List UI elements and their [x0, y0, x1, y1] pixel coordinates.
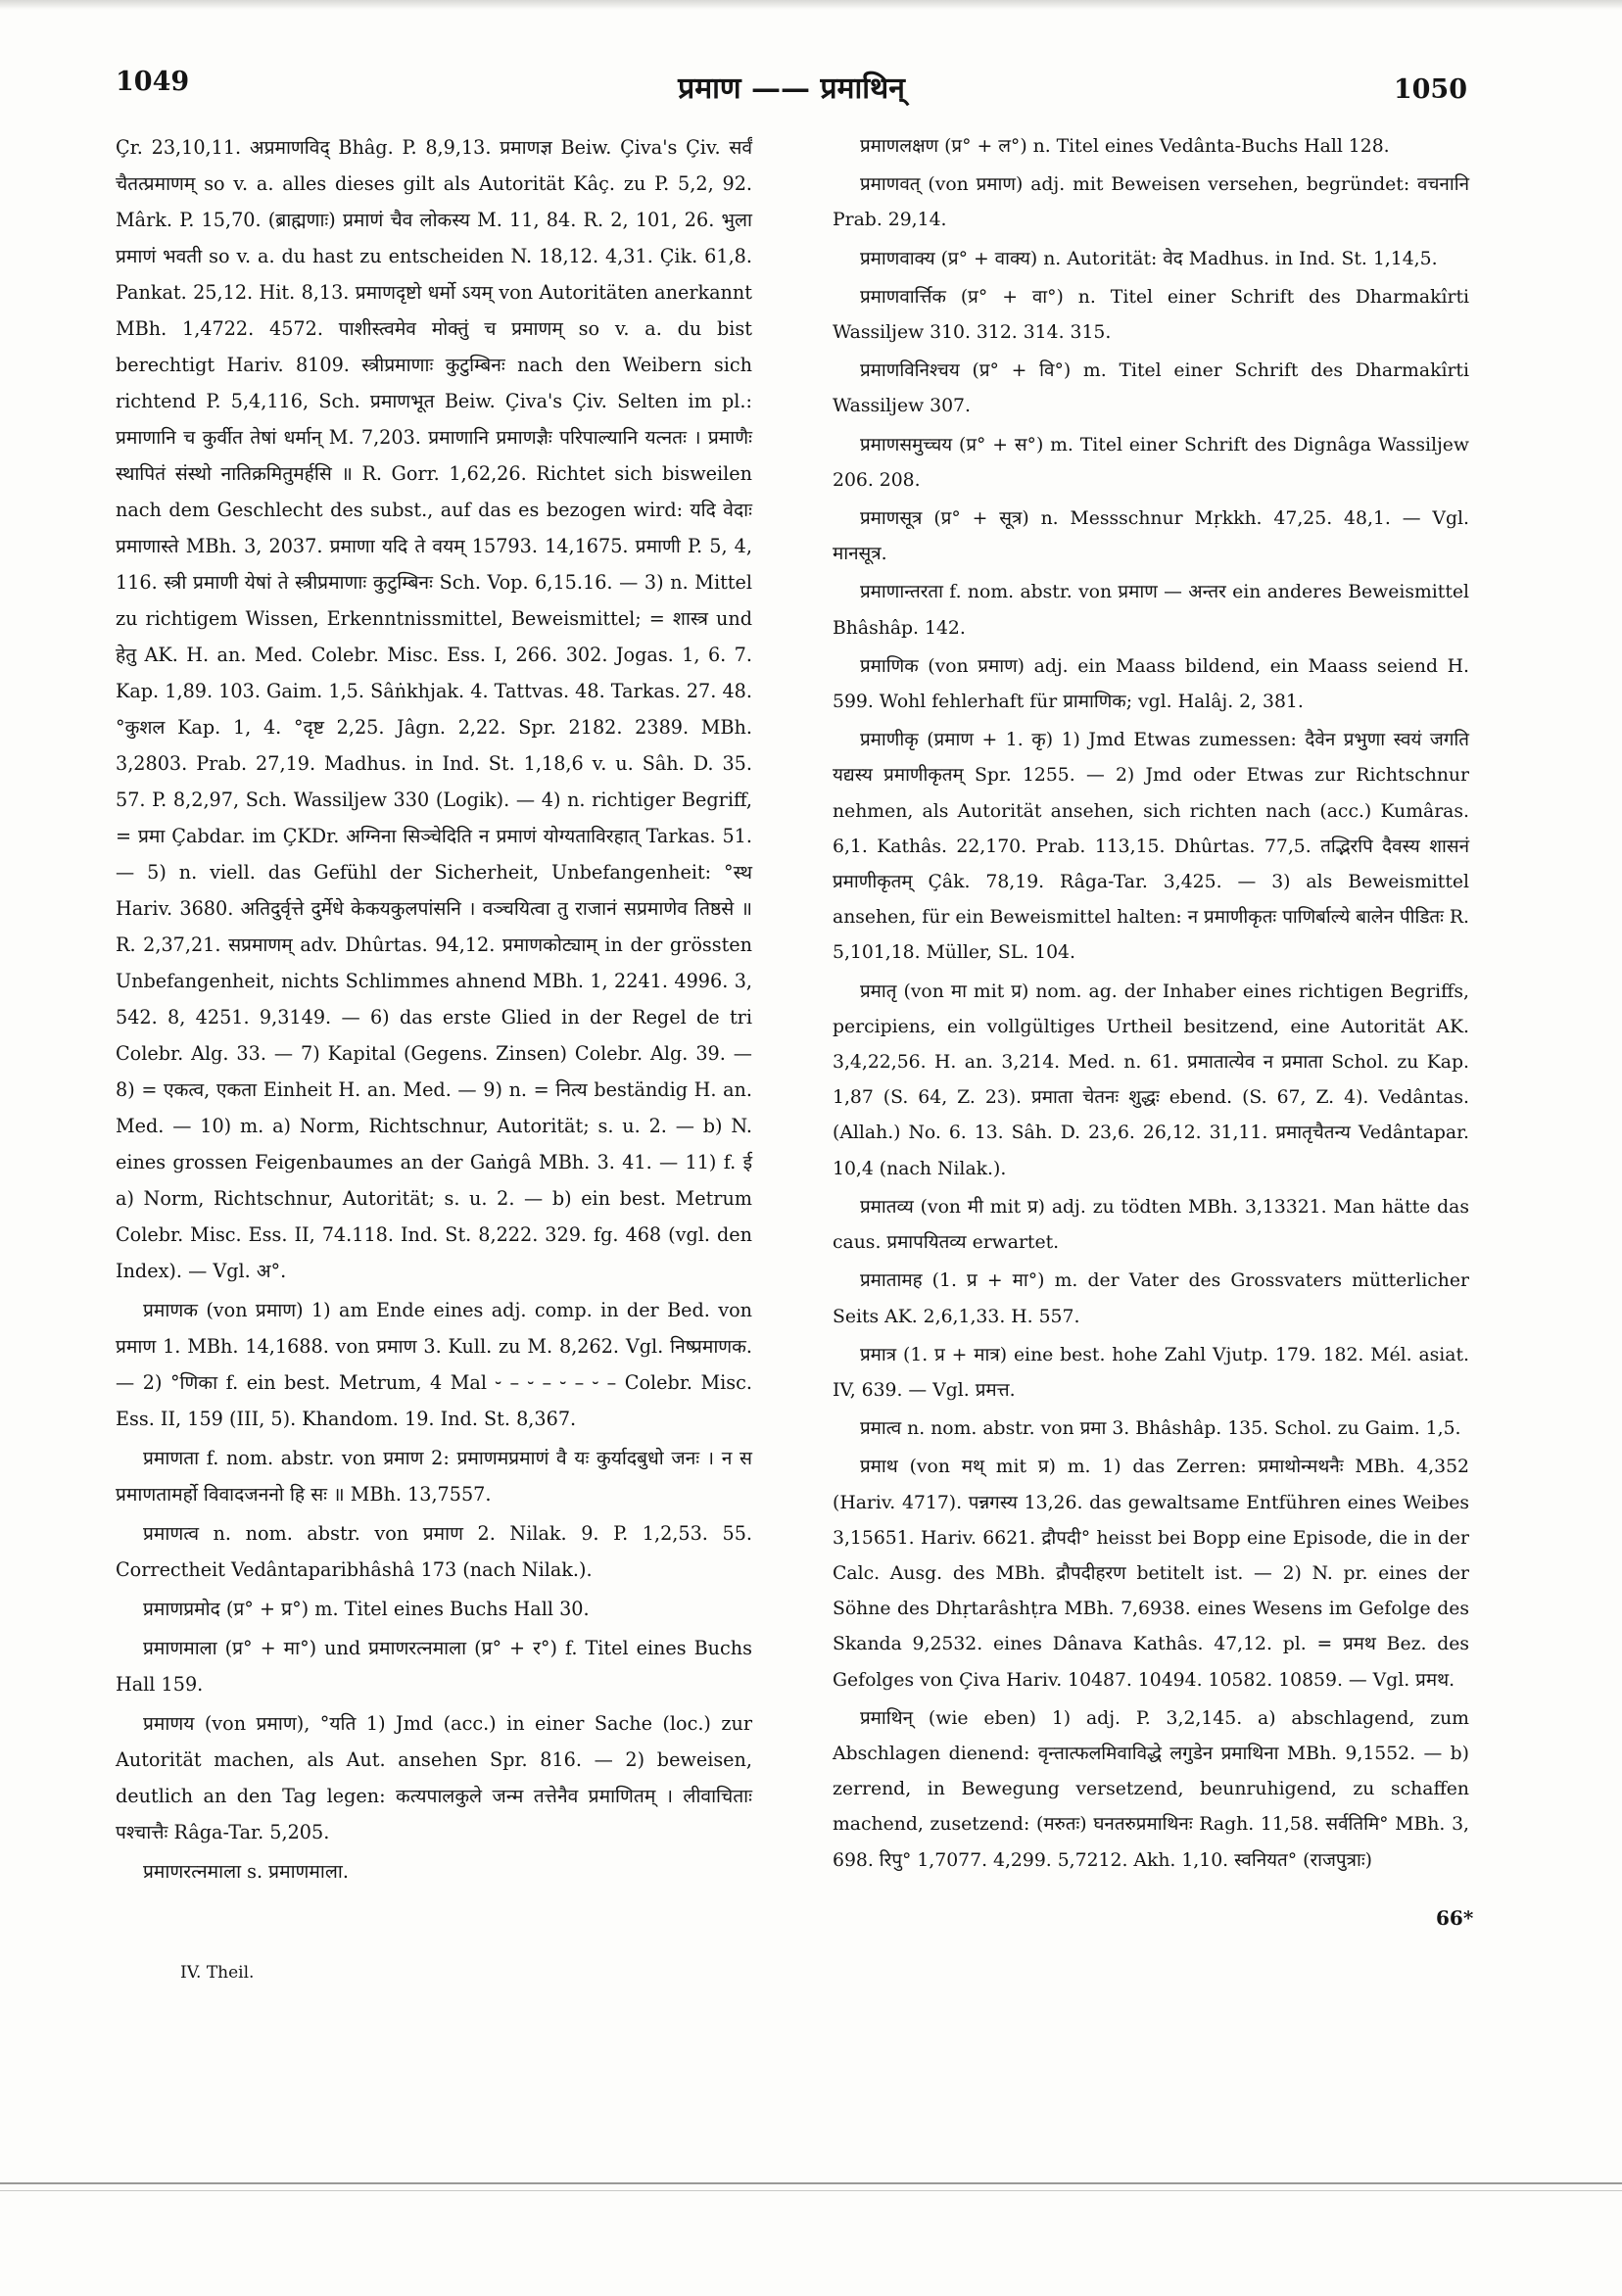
dictionary-entry: प्रमाणक (von प्रमाण) 1) am Ende eines adj. comp. in der Bed. von प्रमाण 1. MBh. 14,1688. von प्रमाण 3. Kull. zu M. 8,262. Vgl. निष्प्रमाणक. — 2) °णिका f. ein best. Metrum, 4 Mal ⏑ – ⏑ – ⏑ – ⏑ – Colebr. Misc. Ess. II, 159 (III, 5). Khandom. 19. Ind. St. 8,367.	[116, 1299, 752, 1430]
signature-mark: 66*	[1436, 1906, 1474, 1930]
page-header	[116, 67, 1467, 110]
running-head: प्रमाण —— प्रमाथिन्	[678, 72, 905, 106]
dictionary-entry: प्रमात्र (1. प्र + मात्र) eine best. hohe Zahl Vjutp. 179. 182. Mél. asiat. IV, 639. — Vgl. प्रमत्त.	[833, 1344, 1469, 1401]
dictionary-entry: प्रमाणवत् (von प्रमाण) adj. mit Beweisen versehen, begründet: वचनानि Prab. 29,14.	[833, 174, 1469, 231]
dictionary-entry: प्रमाणप्रमोद (प्र° + प्र°) m. Titel eines Buchs Hall 30.	[143, 1598, 590, 1620]
volume-footer: IV. Theil.	[180, 1963, 255, 1983]
dictionary-entry: Çr. 23,10,11. अप्रमाणविद् Bhâg. P. 8,9,13. प्रमाणज्ञ Beiw. Çiva's Çiv. सर्वं चैतत्प्रमाणम् so v. a. alles dieses gilt als Autorität Kâç. zu P. 5,2, 92. Mârk. P. 15,70. (ब्राह्मणाः) प्रमाणं चैव लोकस्य M. 11, 84. R. 2, 101, 26. भुला प्रमाणं भवती so v. a. du hast zu entscheiden N. 18,12. 4,31. Çik. 61,8. Pankat. 25,12. Hit. 8,13. प्रमाणदृष्टो धर्मो ऽयम् von Autoritäten anerkannt MBh. 1,4722. 4572. पाशीस्त्वमेव मोक्तुं च प्रमाणम् so v. a. du bist berechtigt Hariv. 8109. स्त्रीप्रमाणाः कुटुम्बिनः nach den Weibern sich richtend P. 5,4,116, Sch. प्रमाणभूत Beiw. Çiva's Çiv. Selten im pl.: प्रमाणानि च कुर्वीत तेषां धर्मान् M. 7,203. प्रमाणानि प्रमाणज्ञैः परिपाल्यानि यत्नतः । प्रमाणैः स्थापितं संस्थो नातिक्रमितुमर्हसि ॥ R. Gorr. 1,62,26. Richtet sich bisweilen nach dem Geschlecht des subst., auf das es bezogen wird: यदि वेदाः प्रमाणास्ते MBh. 3, 2037. प्रमाणा यदि ते वयम् 15793. 14,1675. प्रमाणी P. 5, 4, 116. स्त्री प्रमाणी येषां ते स्त्रीप्रमाणाः कुटुम्बिनः Sch. Vop. 6,15.16. — 3) n. Mittel zu richtigem Wissen, Erkenntnissmittel, Beweismittel; = शास्त्र und हेतु AK. H. an. Med. Colebr. Misc. Ess. I, 266. 302. Jogas. 1, 6. 7. Kap. 1,89. 103. Gaim. 1,5. Sâṅkhjak. 4. Tattvas. 48. Tarkas. 27. 48. °कुशल Kap. 1, 4. °दृष्ट 2,25. Jâgn. 2,22. Spr. 2182. 2389. MBh. 3,2803. Prab. 27,19. Madhus. in Ind. St. 1,18,6 v. u. Sâh. D. 35. 57. P. 8,2,97, Sch. Wassiljew 330 (Logik). — 4) n. richtiger Begriff, = प्रमा Çabdar. im ÇKDr. अग्निना सिञ्चेदिति न प्रमाणं योग्यताविरहात् Tarkas. 51. — 5) n. viell. das Gefühl der Sicherheit, Unbefangenheit: °स्थ Hariv. 3680. अतिदुर्वृत्ते दुर्मेधे केकयकुलपांसनि । वञ्चयित्वा तु राजानं सप्रमाणेव तिष्ठसे ॥ R. 2,37,21. सप्रमाणम् adv. Dhûrtas. 94,12. प्रमाणकोट्याम् in der grössten Unbefangenheit, nichts Schlimmes ahnend MBh. 1, 2241. 4996. 3, 542. 8, 4251. 9,3149. — 6) das erste Glied in der Regel de tri Colebr. Alg. 33. — 7) Kapital (Gegens. Zinsen) Colebr. Alg. 39. — 8) = एकत्व, एकता Einheit H. an. Med. — 9) n. = नित्य beständig H. an. Med. — 10) m. a) Norm, Richtschnur, Autorität; s. u. 2. — b) N. eines grossen Feigenbaumes an der Gaṅgâ MBh. 3. 41. — 11) f. ई a) Norm, Richtschnur, Autorität; s. u. 2. — b) ein best. Metrum Colebr. Misc. Ess. II, 74.118. Ind. St. 8,222. 329. fg. 468 (vgl. den Index). — Vgl. अ°.	[116, 136, 752, 1282]
page-number-left: 1049	[116, 67, 190, 97]
dictionary-entry: प्रमाथिन् (wie eben) 1) adj. P. 3,2,145. a) abschlagend, zum Abschlagen dienend: वृन्तात्फलमिवाविद्धे लगुडेन प्रमाथिना MBh. 9,1552. — b) zerrend, in Bewegung versetzend, beunruhigend, zu schaffen machend, zusetzend: (मरुतः) घनतरुप्रमाथिनः Ragh. 11,58. सर्वतिमि° MBh. 3, 698. रिपु° 1,7077. 4,299. 5,7212. Akh. 1,10. स्वनियत° (राजपुत्राः)	[833, 1707, 1469, 1871]
dictionary-entry: प्रमाणवाक्य (प्र° + वाक्य) n. Autorität: वेद Madhus. in Ind. St. 1,14,5.	[860, 248, 1438, 269]
dictionary-entry: प्रमाणसूत्र (प्र° + सूत्र) n. Messschnur Mṛkkh. 47,25. 48,1. — Vgl. मानसूत्र.	[833, 508, 1469, 565]
bottom-rule-secondary	[0, 2190, 1622, 2191]
dictionary-entry: प्रमाणरत्नमाला s. प्रमाणमाला.	[143, 1860, 349, 1883]
dictionary-entry: प्रमातामह (1. प्र + मा°) m. der Vater des Grossvaters mütterlicher Seits AK. 2,6,1,33. H. 557.	[833, 1270, 1469, 1327]
dictionary-entry: प्रमाणीकृ (प्रमाण + 1. कृ) 1) Jmd Etwas zumessen: दैवेन प्रभुणा स्वयं जगति यद्यस्य प्रमाणीकृतम् Spr. 1255. — 2) Jmd oder Etwas zur Richtschnur nehmen, als Autorität ansehen, sich richten nach (acc.) Kumâras. 6,1. Kathâs. 22,170. Prab. 113,15. Dhûrtas. 77,5. तद्भिरपि दैवस्य शासनं प्रमाणीकृतम् Çâk. 78,19. Râga-Tar. 3,425. — 3) als Beweismittel ansehen, für ein Beweismittel halten: न प्रमाणीकृतः पाणिर्बाल्ये बालेन पीडितः R. 5,101,18. Müller, SL. 104.	[833, 730, 1469, 964]
dictionary-entry: प्रमाणिक (von प्रमाण) adj. ein Maass bildend, ein Maass seiend H. 599. Wohl fehlerhaft für प्रामाणिक; vgl. Halâj. 2, 381.	[833, 655, 1469, 713]
dictionary-entry: प्रमाणत्व n. nom. abstr. von प्रमाण 2. Nilak. 9. P. 1,2,53. 55. Correctheit Vedântaparibhâshâ 173 (nach Nilak.).	[116, 1522, 752, 1581]
dictionary-entry: प्रमाणान्तरता f. nom. abstr. von प्रमाण — अन्तर ein anderes Beweismittel Bhâshâp. 142.	[833, 582, 1469, 639]
dictionary-entry: प्रमात्व n. nom. abstr. von प्रमा 3. Bhâshâp. 135. Schol. zu Gaim. 1,5.	[860, 1418, 1461, 1440]
scan-edge	[0, 0, 1622, 10]
dictionary-entry: प्रमाणता f. nom. abstr. von प्रमाण 2: प्रमाणमप्रमाणं वै यः कुर्यादबुधो जनः । न स प्रमाणतामर्हो विवादजननो हि सः ॥ MBh. 13,7557.	[116, 1447, 752, 1506]
dictionary-entry: प्रमातव्य (von मी mit प्र) adj. zu tödten MBh. 3,13321. Man hätte das caus. प्रमापयितव्य erwartet.	[833, 1196, 1469, 1254]
page-number-right: 1050	[1393, 74, 1467, 105]
dictionary-entry: प्रमाणसमुच्चय (प्र° + स°) m. Titel einer Schrift des Dignâga Wassiljew 206. 208.	[833, 434, 1469, 491]
bottom-rule	[0, 2182, 1622, 2184]
dictionary-entry: प्रमाणविनिश्चय (प्र° + वि°) m. Titel einer Schrift des Dharmakîrti Wassiljew 307.	[833, 360, 1469, 417]
dictionary-entry: प्रमाणवार्त्तिक (प्र° + वा°) n. Titel einer Schrift des Dharmakîrti Wassiljew 310. 312. 314. 315.	[833, 286, 1469, 344]
dictionary-entry: प्रमाथ (von मथ् mit प्र) m. 1) das Zerren: प्रमाथोन्मथनैः MBh. 4,352 (Hariv. 4717). पन्नगस्य 13,26. das gewaltsame Entführen eines Weibes 3,15651. Hariv. 6621. द्रौपदी° heisst bei Bopp eine Episode, die in der Calc. Ausg. des MBh. द्रौपदीहरण betitelt ist. — 2) N. pr. eines der Söhne des Dhṛtarâshṭra MBh. 7,6938. eines Wesens im Gefolge des Skanda 9,2532. eines Dânava Kathâs. 47,12. pl. = प्रमथ Bez. des Gefolges von Çiva Hariv. 10487. 10494. 10582. 10859. — Vgl. प्रमथ.	[833, 1457, 1469, 1691]
dictionary-entry: प्रमातृ (von मा mit प्र) nom. ag. der Inhaber eines richtigen Begriffs, percipiens, ein vollgültiges Urtheil besitzend, eine Autorität AK. 3,4,22,56. H. an. 3,214. Med. n. 61. प्रमातात्येव न प्रमाता Schol. zu Kap. 1,87 (S. 64, Z. 23). प्रमाता चेतनः शुद्धः ebend. (S. 67, Z. 4). Vedântas. (Allah.) No. 6. 13. Sâh. D. 23,6. 26,12. 31,11. प्रमातृचैतन्य Vedântapar. 10,4 (nach Nilak.).	[833, 981, 1469, 1179]
dictionary-entry: प्रमाणमाला (प्र° + मा°) und प्रमाणरत्नमाला (प्र° + र°) f. Titel eines Buchs Hall 159.	[116, 1637, 752, 1696]
right-column	[833, 129, 1469, 1882]
left-column	[116, 129, 752, 1892]
dictionary-entry: प्रमाणलक्षण (प्र° + ल°) n. Titel eines Vedânta-Buchs Hall 128.	[860, 136, 1390, 157]
dictionary-entry: प्रमाणय (von प्रमाण), °यति 1) Jmd (acc.) in einer Sache (loc.) zur Autorität machen, als Aut. ansehen Spr. 816. — 2) beweisen, deutlich an den Tag legen: कत्यपालकुले जन्म तत्तेनैव प्रमाणितम् । लीवाचिताः पश्चात्तैः Râga-Tar. 5,205.	[116, 1712, 752, 1843]
